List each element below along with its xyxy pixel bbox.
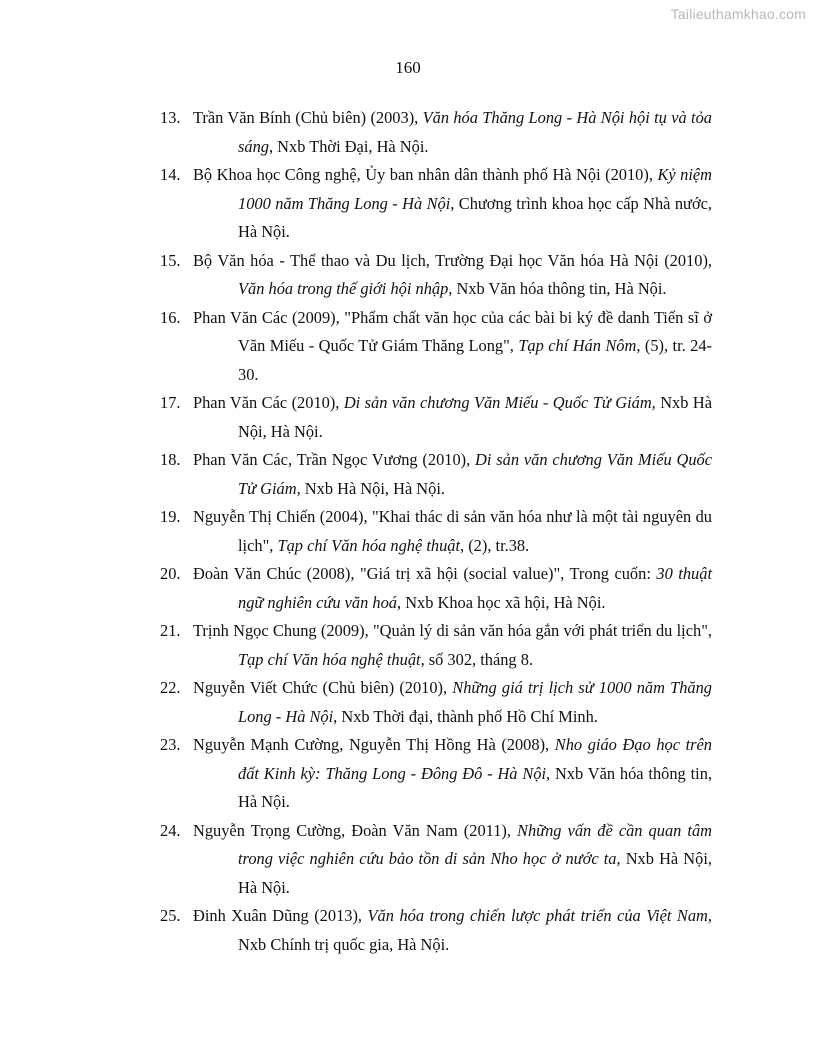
reference-item xyxy=(160,389,712,446)
watermark: Tailieuthamkhao.com xyxy=(670,6,806,22)
reference-title: Văn hóa trong thế giới hội nhập xyxy=(238,279,449,298)
reference-authors: Phan Văn Các, Trần Ngọc Vương (2010), xyxy=(193,450,476,469)
reference-number: 19. xyxy=(160,507,181,526)
reference-publisher: , Nxb Thời Đại, Hà Nội. xyxy=(268,136,429,156)
page-number: 160 xyxy=(395,58,421,77)
reference-number: 21. xyxy=(160,621,181,640)
reference-item xyxy=(160,902,712,959)
reference-number: 15. xyxy=(160,250,181,270)
reference-list xyxy=(160,104,712,959)
reference-title: Kỷ niệm 1000 năm Thăng Long - Hà Nội xyxy=(238,165,713,213)
reference-publisher: Nxb Hà Nội, Hà Nội. xyxy=(300,478,445,498)
reference-authors: Bộ Văn hóa - Thể thao và Du lịch, Trường Đại học Văn hóa Hà Nội (2010), xyxy=(193,250,712,270)
reference-authors: Phan Văn Các (2010), xyxy=(193,393,344,412)
reference-item xyxy=(160,731,712,817)
reference-authors: Bộ Khoa học Công nghệ, Ủy ban nhân dân thành phố Hà Nội (2010), xyxy=(193,165,658,184)
reference-number: 16. xyxy=(160,307,181,327)
reference-item xyxy=(160,161,712,247)
reference-title: Những vấn đề cần quan tâm trong việc nghiên cứu bảo tồn di sản Nho học ở nước ta xyxy=(238,820,712,868)
reference-number: 20. xyxy=(160,564,181,583)
reference-title: Văn hóa trong chiến lược phát triển của Việt Nam xyxy=(367,906,708,925)
reference-publisher: Nxb Hà Nội, Hà Nội. xyxy=(238,393,712,441)
reference-publisher: , số 302, tháng 8. xyxy=(420,649,534,669)
reference-title: Di sản văn chương Văn Miếu Quốc Tử Giám, xyxy=(238,450,712,498)
reference-authors: Nguyễn Thị Chiến (2004), "Khai thác di sản văn hóa như là một tài nguyên du lịch", xyxy=(193,507,712,555)
reference-number: 18. xyxy=(160,450,181,469)
reference-item xyxy=(160,304,712,390)
reference-item xyxy=(160,247,712,304)
reference-number: 14. xyxy=(160,165,181,184)
reference-title: Văn hóa Thăng Long - Hà Nội hội tụ và tỏa sáng xyxy=(238,108,712,156)
reference-publisher: , Chương trình khoa học cấp Nhà nước, Hà Nội. xyxy=(238,193,712,241)
reference-item xyxy=(160,817,712,903)
reference-authors: Phan Văn Các (2009), "Phẩm chất văn học của các bài bi ký đề danh Tiến sĩ ở Văn Miếu - Quốc Tử Giám Thăng Long", xyxy=(193,307,712,355)
reference-number: 17. xyxy=(160,393,181,412)
reference-item xyxy=(160,446,712,503)
reference-item xyxy=(160,503,712,560)
reference-authors: Trịnh Ngọc Chung (2009), "Quản lý di sản văn hóa gắn với phát triển du lịch", xyxy=(193,621,712,640)
reference-title: Tạp chí Hán Nôm xyxy=(518,336,637,355)
reference-item xyxy=(160,674,712,731)
reference-title: Tạp chí Văn hóa nghệ thuật xyxy=(238,649,421,669)
reference-item xyxy=(160,104,712,161)
reference-item xyxy=(160,560,712,617)
reference-title: Những giá trị lịch sử 1000 năm Thăng Long - Hà Nội xyxy=(238,678,712,726)
reference-authors: Nguyễn Viết Chức (Chủ biên) (2010), xyxy=(193,678,453,697)
reference-title: Di sản văn chương Văn Miếu - Quốc Tử Giám, xyxy=(343,393,656,412)
reference-number: 22. xyxy=(160,678,181,697)
reference-authors: Trần Văn Bính (Chủ biên) (2003), xyxy=(193,108,423,127)
reference-publisher: , Nxb Văn hóa thông tin, Hà Nội. xyxy=(238,763,712,811)
reference-title: Tạp chí Văn hóa nghệ thuật xyxy=(277,535,461,555)
reference-number: 23. xyxy=(160,735,181,754)
reference-authors: Đoàn Văn Chúc (2008), "Giá trị xã hội (social value)", Trong cuốn: xyxy=(193,564,657,583)
reference-item xyxy=(160,617,712,674)
reference-publisher: , Nxb Văn hóa thông tin, Hà Nội. xyxy=(448,279,667,298)
reference-authors: Nguyễn Trọng Cường, Đoàn Văn Nam (2011), xyxy=(193,820,518,840)
reference-publisher: , Nxb Khoa học xã hội, Hà Nội. xyxy=(397,592,606,612)
reference-title: 30 thuật ngữ nghiên cứu văn hoá xyxy=(238,564,713,612)
reference-title: Nho giáo Đạo học trên đất Kinh kỳ: Thăng Long - Đông Đô - Hà Nội xyxy=(238,735,713,783)
reference-publisher: , (5), tr. 24-30. xyxy=(238,336,713,384)
reference-number: 24. xyxy=(160,820,181,840)
reference-authors: Đinh Xuân Dũng (2013), xyxy=(193,906,368,925)
reference-number: 25. xyxy=(160,906,181,925)
reference-publisher: , Nxb Chính trị quốc gia, Hà Nội. xyxy=(238,906,712,954)
reference-publisher: , Nxb Thời đại, thành phố Hồ Chí Minh. xyxy=(333,706,598,726)
reference-publisher: , Nxb Hà Nội, Hà Nội. xyxy=(238,849,712,897)
reference-publisher: , (2), tr.38. xyxy=(460,535,530,555)
reference-number: 13. xyxy=(160,108,181,127)
reference-authors: Nguyễn Mạnh Cường, Nguyễn Thị Hồng Hà (2008), xyxy=(193,735,555,754)
